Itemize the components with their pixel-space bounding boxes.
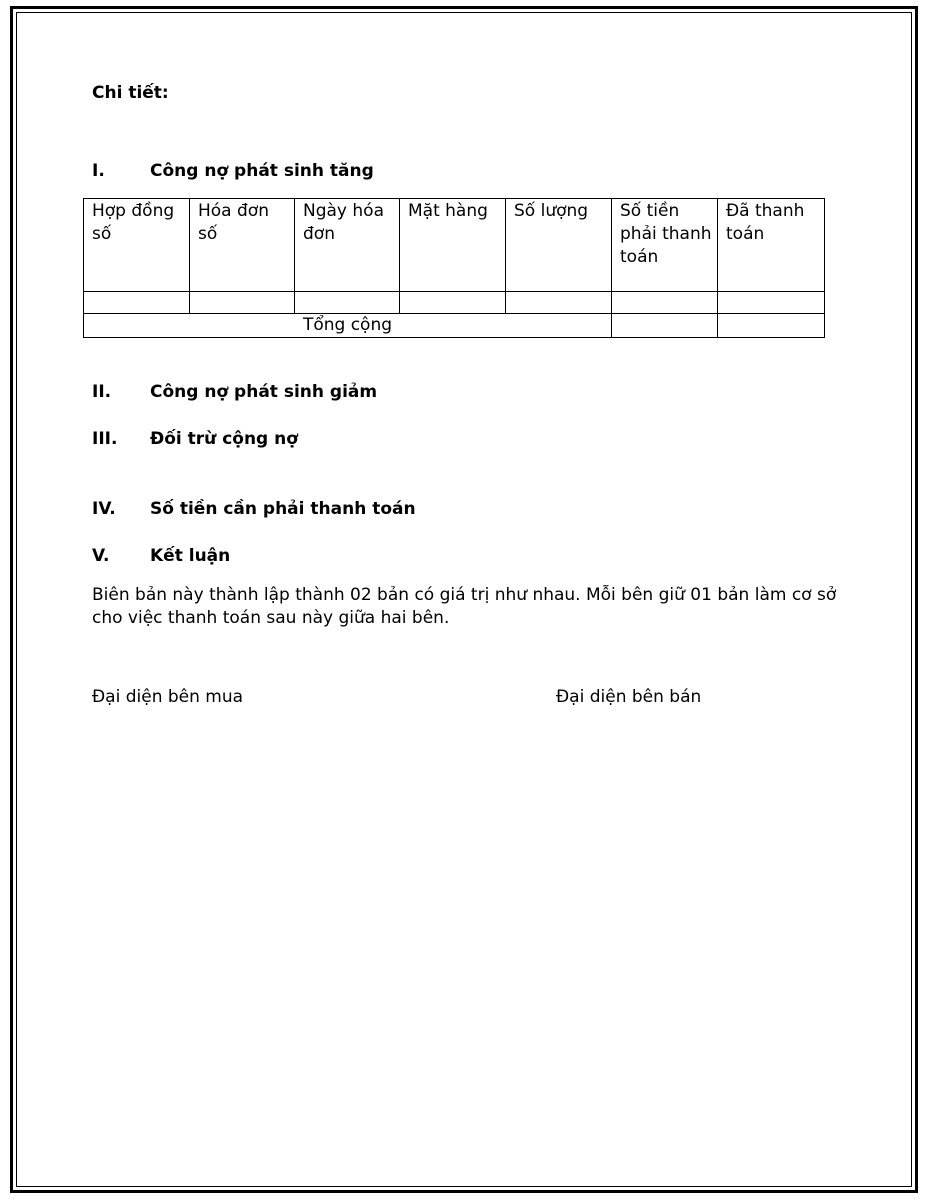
table-row bbox=[84, 292, 825, 314]
header-amount-due: Số tiền phải thanh toán bbox=[612, 199, 718, 292]
header-quantity: Số lượng bbox=[506, 199, 612, 292]
table-cell[interactable] bbox=[612, 292, 718, 314]
details-label: Chi tiết: bbox=[92, 83, 169, 103]
section-5-number: V. bbox=[92, 546, 110, 566]
table-cell[interactable] bbox=[400, 292, 506, 314]
conclusion-paragraph: Biên bản này thành lập thành 02 bản có giá trị như nhau. Mỗi bên giữ 01 bản làm cơ sở cho việc thanh toán sau này giữa hai bên. bbox=[92, 585, 837, 628]
section-3-number: III. bbox=[92, 429, 118, 449]
section-3-title: Đối trừ cộng nợ bbox=[150, 429, 298, 449]
section-2-number: II. bbox=[92, 382, 112, 402]
section-2-title: Công nợ phát sinh giảm bbox=[150, 382, 378, 402]
total-amount-due-cell[interactable] bbox=[612, 314, 718, 338]
section-4-title: Số tiền cần phải thanh toán bbox=[150, 499, 416, 519]
section-5-title: Kết luận bbox=[150, 546, 231, 566]
section-1-title: Công nợ phát sinh tăng bbox=[150, 161, 374, 181]
total-paid-cell[interactable] bbox=[718, 314, 825, 338]
table-cell[interactable] bbox=[295, 292, 400, 314]
section-4-number: IV. bbox=[92, 499, 116, 519]
table-cell[interactable] bbox=[506, 292, 612, 314]
table-cell[interactable] bbox=[190, 292, 295, 314]
section-1-number: I. bbox=[92, 161, 105, 181]
seller-representative-label: Đại diện bên bán bbox=[556, 687, 702, 707]
header-contract-no: Hợp đồng số bbox=[84, 199, 190, 292]
table-cell[interactable] bbox=[84, 292, 190, 314]
table-total-row bbox=[84, 314, 825, 338]
table-cell[interactable] bbox=[718, 292, 825, 314]
header-invoice-date: Ngày hóa đơn bbox=[295, 199, 400, 292]
header-paid: Đã thanh toán bbox=[718, 199, 825, 292]
total-label: Tổng cộng bbox=[84, 314, 612, 338]
header-item: Mặt hàng bbox=[400, 199, 506, 292]
header-invoice-no: Hóa đơn số bbox=[190, 199, 295, 292]
debt-increase-table bbox=[83, 198, 825, 338]
buyer-representative-label: Đại diện bên mua bbox=[92, 687, 244, 707]
table-header-row bbox=[84, 199, 825, 292]
